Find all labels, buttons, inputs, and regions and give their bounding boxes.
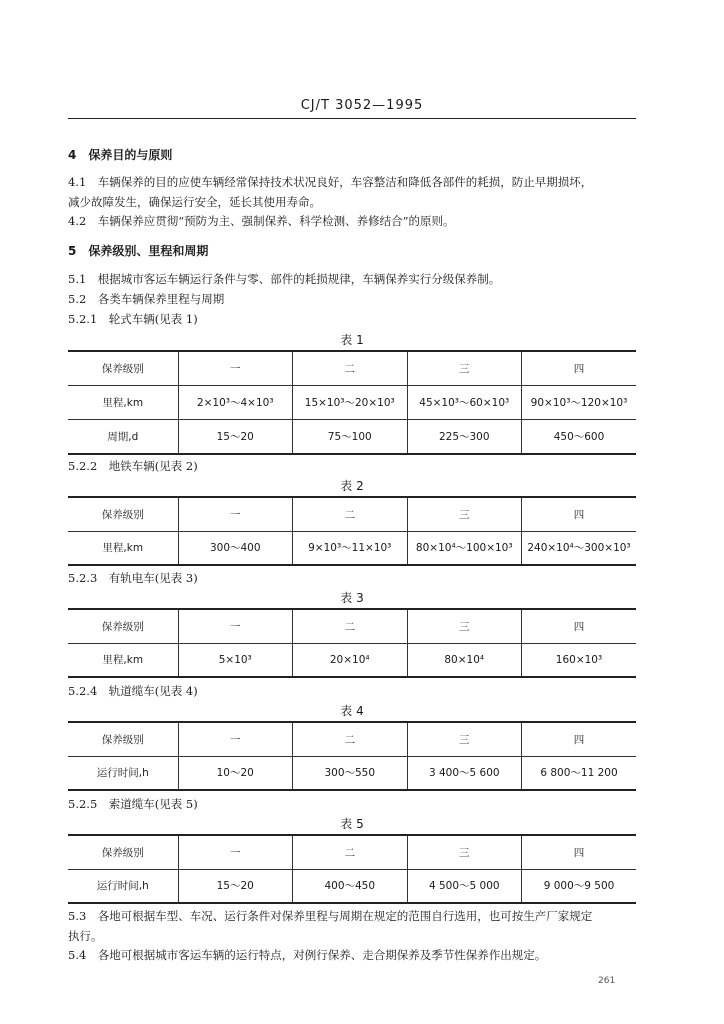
table-cell: 三 <box>407 497 522 531</box>
table-cell: 3 400～5 600 <box>407 756 522 790</box>
table-row <box>68 609 636 643</box>
table-cell: 二 <box>293 722 408 756</box>
table-1-caption: 表 1 <box>340 333 364 347</box>
table-cell: 四 <box>522 609 637 643</box>
table-cell: 保养级别 <box>68 609 178 643</box>
header-rule <box>68 118 636 119</box>
table-cell: 运行时间,h <box>68 756 178 790</box>
table-cell: 75～100 <box>293 419 408 454</box>
table-cell: 300～400 <box>178 531 293 565</box>
table-cell: 运行时间,h <box>68 869 178 903</box>
para-4-1-line1: 4.1 车辆保养的目的应使车辆经常保持技术状况良好，车容整洁和降低各部件的耗损，防止早期损坏， <box>68 175 593 189</box>
table-cell: 三 <box>407 609 522 643</box>
table-cell: 300～550 <box>293 756 408 790</box>
table-cell: 6 800～11 200 <box>522 756 637 790</box>
table-cell: 一 <box>178 835 293 869</box>
table-cell: 一 <box>178 722 293 756</box>
table-cell: 10～20 <box>178 756 293 790</box>
para-5-2-1: 5.2.1 轮式车辆(见表 1) <box>68 312 198 326</box>
table-2-caption: 表 2 <box>340 479 364 493</box>
table-cell: 450～600 <box>522 419 637 454</box>
table-cell: 四 <box>522 351 637 385</box>
table-1 <box>68 350 636 455</box>
para-5-3-line1: 5.3 各地可根据车型、车况、运行条件对保养里程与周期在规定的范围自行选用，也可按生产厂家规定 <box>68 909 593 923</box>
table-2 <box>68 496 636 566</box>
table-cell: 里程,km <box>68 643 178 677</box>
table-cell: 四 <box>522 722 637 756</box>
table-cell: 一 <box>178 609 293 643</box>
table-3 <box>68 608 636 678</box>
table-cell: 80×10⁴ <box>407 643 522 677</box>
table-row <box>68 531 636 565</box>
table-row <box>68 497 636 531</box>
para-4-2: 4.2 车辆保养应贯彻“预防为主、强制保养、科学检测、养修结合”的原则。 <box>68 214 455 228</box>
table-row <box>68 756 636 790</box>
para-5-2-2: 5.2.2 地铁车辆(见表 2) <box>68 459 198 473</box>
table-row <box>68 419 636 454</box>
table-4-caption: 表 4 <box>340 704 364 718</box>
para-5-2: 5.2 各类车辆保养里程与周期 <box>68 292 225 306</box>
table-cell: 240×10⁴～300×10³ <box>522 531 637 565</box>
table-cell: 一 <box>178 351 293 385</box>
table-cell: 保养级别 <box>68 835 178 869</box>
table-3-caption: 表 3 <box>340 591 364 605</box>
table-cell: 保养级别 <box>68 722 178 756</box>
table-cell: 160×10³ <box>522 643 637 677</box>
table-cell: 四 <box>522 835 637 869</box>
page-number: 261 <box>598 976 616 986</box>
table-row <box>68 643 636 677</box>
table-cell: 周期,d <box>68 419 178 454</box>
para-5-3-line2: 执行。 <box>68 929 103 943</box>
table-cell: 15～20 <box>178 419 293 454</box>
table-cell: 90×10³～120×10³ <box>522 385 637 419</box>
table-cell: 4 500～5 000 <box>407 869 522 903</box>
table-cell: 三 <box>407 351 522 385</box>
table-cell: 80×10⁴～100×10³ <box>407 531 522 565</box>
table-cell: 二 <box>293 609 408 643</box>
para-4-1-line2: 减少故障发生，确保运行安全，延长其使用寿命。 <box>68 195 321 209</box>
table-cell: 保养级别 <box>68 351 178 385</box>
table-row <box>68 835 636 869</box>
table-5-caption: 表 5 <box>340 817 364 831</box>
table-cell: 2×10³～4×10³ <box>178 385 293 419</box>
table-cell: 5×10³ <box>178 643 293 677</box>
table-cell: 二 <box>293 497 408 531</box>
table-cell: 9 000～9 500 <box>522 869 637 903</box>
table-4 <box>68 721 636 791</box>
table-cell: 保养级别 <box>68 497 178 531</box>
table-row <box>68 722 636 756</box>
table-cell: 225～300 <box>407 419 522 454</box>
section-4-title: 4 保养目的与原则 <box>68 148 173 162</box>
table-cell: 15～20 <box>178 869 293 903</box>
table-cell: 三 <box>407 835 522 869</box>
table-cell: 9×10³～11×10³ <box>293 531 408 565</box>
para-5-2-3: 5.2.3 有轨电车(见表 3) <box>68 571 198 585</box>
page-header: CJ/T 3052—1995 <box>300 98 424 113</box>
table-cell: 里程,km <box>68 531 178 565</box>
table-row <box>68 869 636 903</box>
table-cell: 一 <box>178 497 293 531</box>
para-5-2-4: 5.2.4 轨道缆车(见表 4) <box>68 684 198 698</box>
table-cell: 二 <box>293 351 408 385</box>
table-cell: 三 <box>407 722 522 756</box>
table-row <box>68 385 636 419</box>
para-5-1: 5.1 根据城市客运车辆运行条件与零、部件的耗损规律，车辆保养实行分级保养制。 <box>68 272 501 286</box>
table-cell: 四 <box>522 497 637 531</box>
table-cell: 15×10³～20×10³ <box>293 385 408 419</box>
table-cell: 20×10⁴ <box>293 643 408 677</box>
table-cell: 45×10³～60×10³ <box>407 385 522 419</box>
table-row <box>68 351 636 385</box>
para-5-2-5: 5.2.5 索道缆车(见表 5) <box>68 797 198 811</box>
table-5 <box>68 834 636 904</box>
para-5-4: 5.4 各地可根据城市客运车辆的运行特点，对例行保养、走合期保养及季节性保养作出规定。 <box>68 948 547 962</box>
table-cell: 400～450 <box>293 869 408 903</box>
table-cell: 里程,km <box>68 385 178 419</box>
table-cell: 二 <box>293 835 408 869</box>
section-5-title: 5 保养级别、里程和周期 <box>68 244 209 258</box>
